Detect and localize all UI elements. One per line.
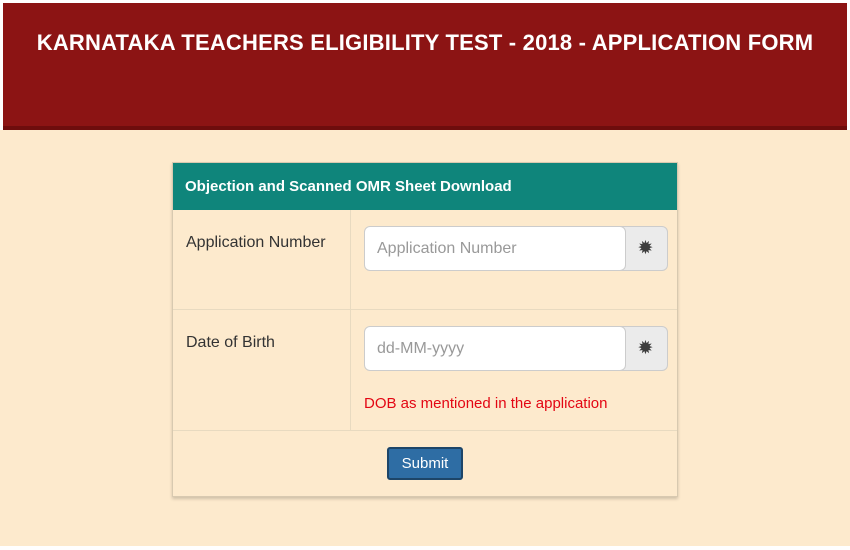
submit-button[interactable]: Submit bbox=[387, 447, 464, 480]
asterisk-icon: ✹ bbox=[637, 338, 654, 359]
application-number-field-cell bbox=[351, 210, 678, 309]
date-of-birth-label: Date of Birth bbox=[173, 310, 351, 430]
page-title: KARNATAKA TEACHERS ELIGIBILITY TEST - 2018 - APPLICATION FORM bbox=[36, 30, 814, 55]
dob-input-group bbox=[364, 326, 668, 371]
date-of-birth-field-cell bbox=[351, 310, 678, 430]
application-number-row bbox=[173, 210, 677, 309]
omr-download-panel bbox=[172, 162, 678, 497]
page-body bbox=[0, 130, 850, 546]
application-number-input[interactable] bbox=[364, 226, 626, 271]
asterisk-icon: ✹ bbox=[637, 238, 654, 259]
panel-footer bbox=[173, 430, 677, 496]
header-banner bbox=[3, 3, 847, 130]
dob-note: DOB as mentioned in the application bbox=[364, 395, 608, 412]
panel-title: Objection and Scanned OMR Sheet Download bbox=[173, 163, 677, 210]
date-of-birth-row bbox=[173, 309, 677, 430]
application-number-label: Application Number bbox=[173, 210, 351, 309]
application-number-input-group bbox=[364, 226, 668, 271]
dob-input[interactable] bbox=[364, 326, 626, 371]
